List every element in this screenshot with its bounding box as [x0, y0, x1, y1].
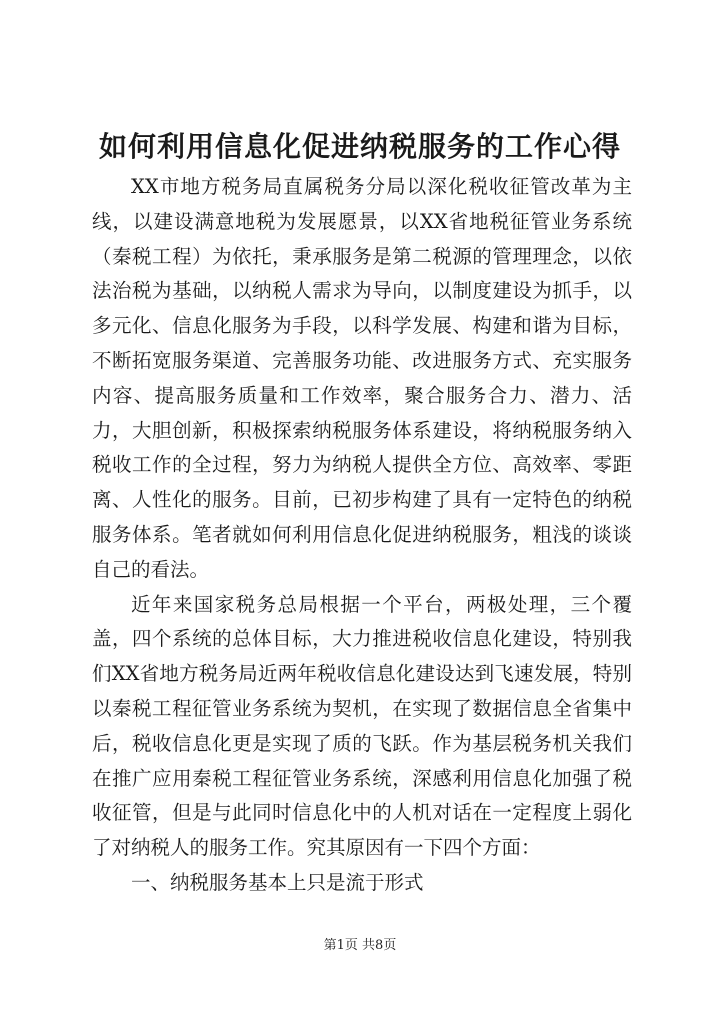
paragraph-1: XX市地方税务局直属税务分局以深化税收征管改革为主线，以建设满意地税为发展愿景，以XX省地税征管业务系统（秦税工程）为依托，秉承服务是第二税源的管理理念，以依法治税为基础，以纳税人需求为导向，以制度建设为抓手，以多元化、信息化服务为手段，以科学发展、构建和谐为目标，不断拓宽服务渠道、完善服务功能、改进服务方式、充实服务内容、提高服务质量和工作效率，聚合服务合力、潜力、活力，大胆创新，积极探索纳税服务体系建设，将纳税服务纳入税收工作的全过程，努力为纳税人提供全方位、高效率、零距离、人性化的服务。目前，已初步构建了具有一定特色的纳税服务体系。笔者就如何利用信息化促进纳税服务，粗浅的谈谈自己的看法。 — [92, 175, 632, 581]
paragraph-2: 近年来国家税务总局根据一个平台，两极处理，三个覆盖，四个系统的总体目标，大力推进税收信息化建设，特别我们XX省地方税务局近两年税收信息化建设达到飞速发展，特别以秦税工程征管业务系统为契机，在实现了数据信息全省集中后，税收信息化更是实现了质的飞跃。作为基层税务机关我们在推广应用秦税工程征管业务系统，深感利用信息化加强了税收征管，但是与此同时信息化中的人机对话在一定程度上弱化了对纳税人的服务工作。究其原因有一下四个方面： — [92, 592, 632, 860]
document-body — [92, 170, 632, 901]
section-heading: 一、纳税服务基本上只是流于形式 — [131, 870, 424, 894]
document-title: 如何利用信息化促进纳税服务的工作心得 — [98, 130, 621, 163]
page-footer: 第1页 共8页 — [323, 938, 397, 953]
